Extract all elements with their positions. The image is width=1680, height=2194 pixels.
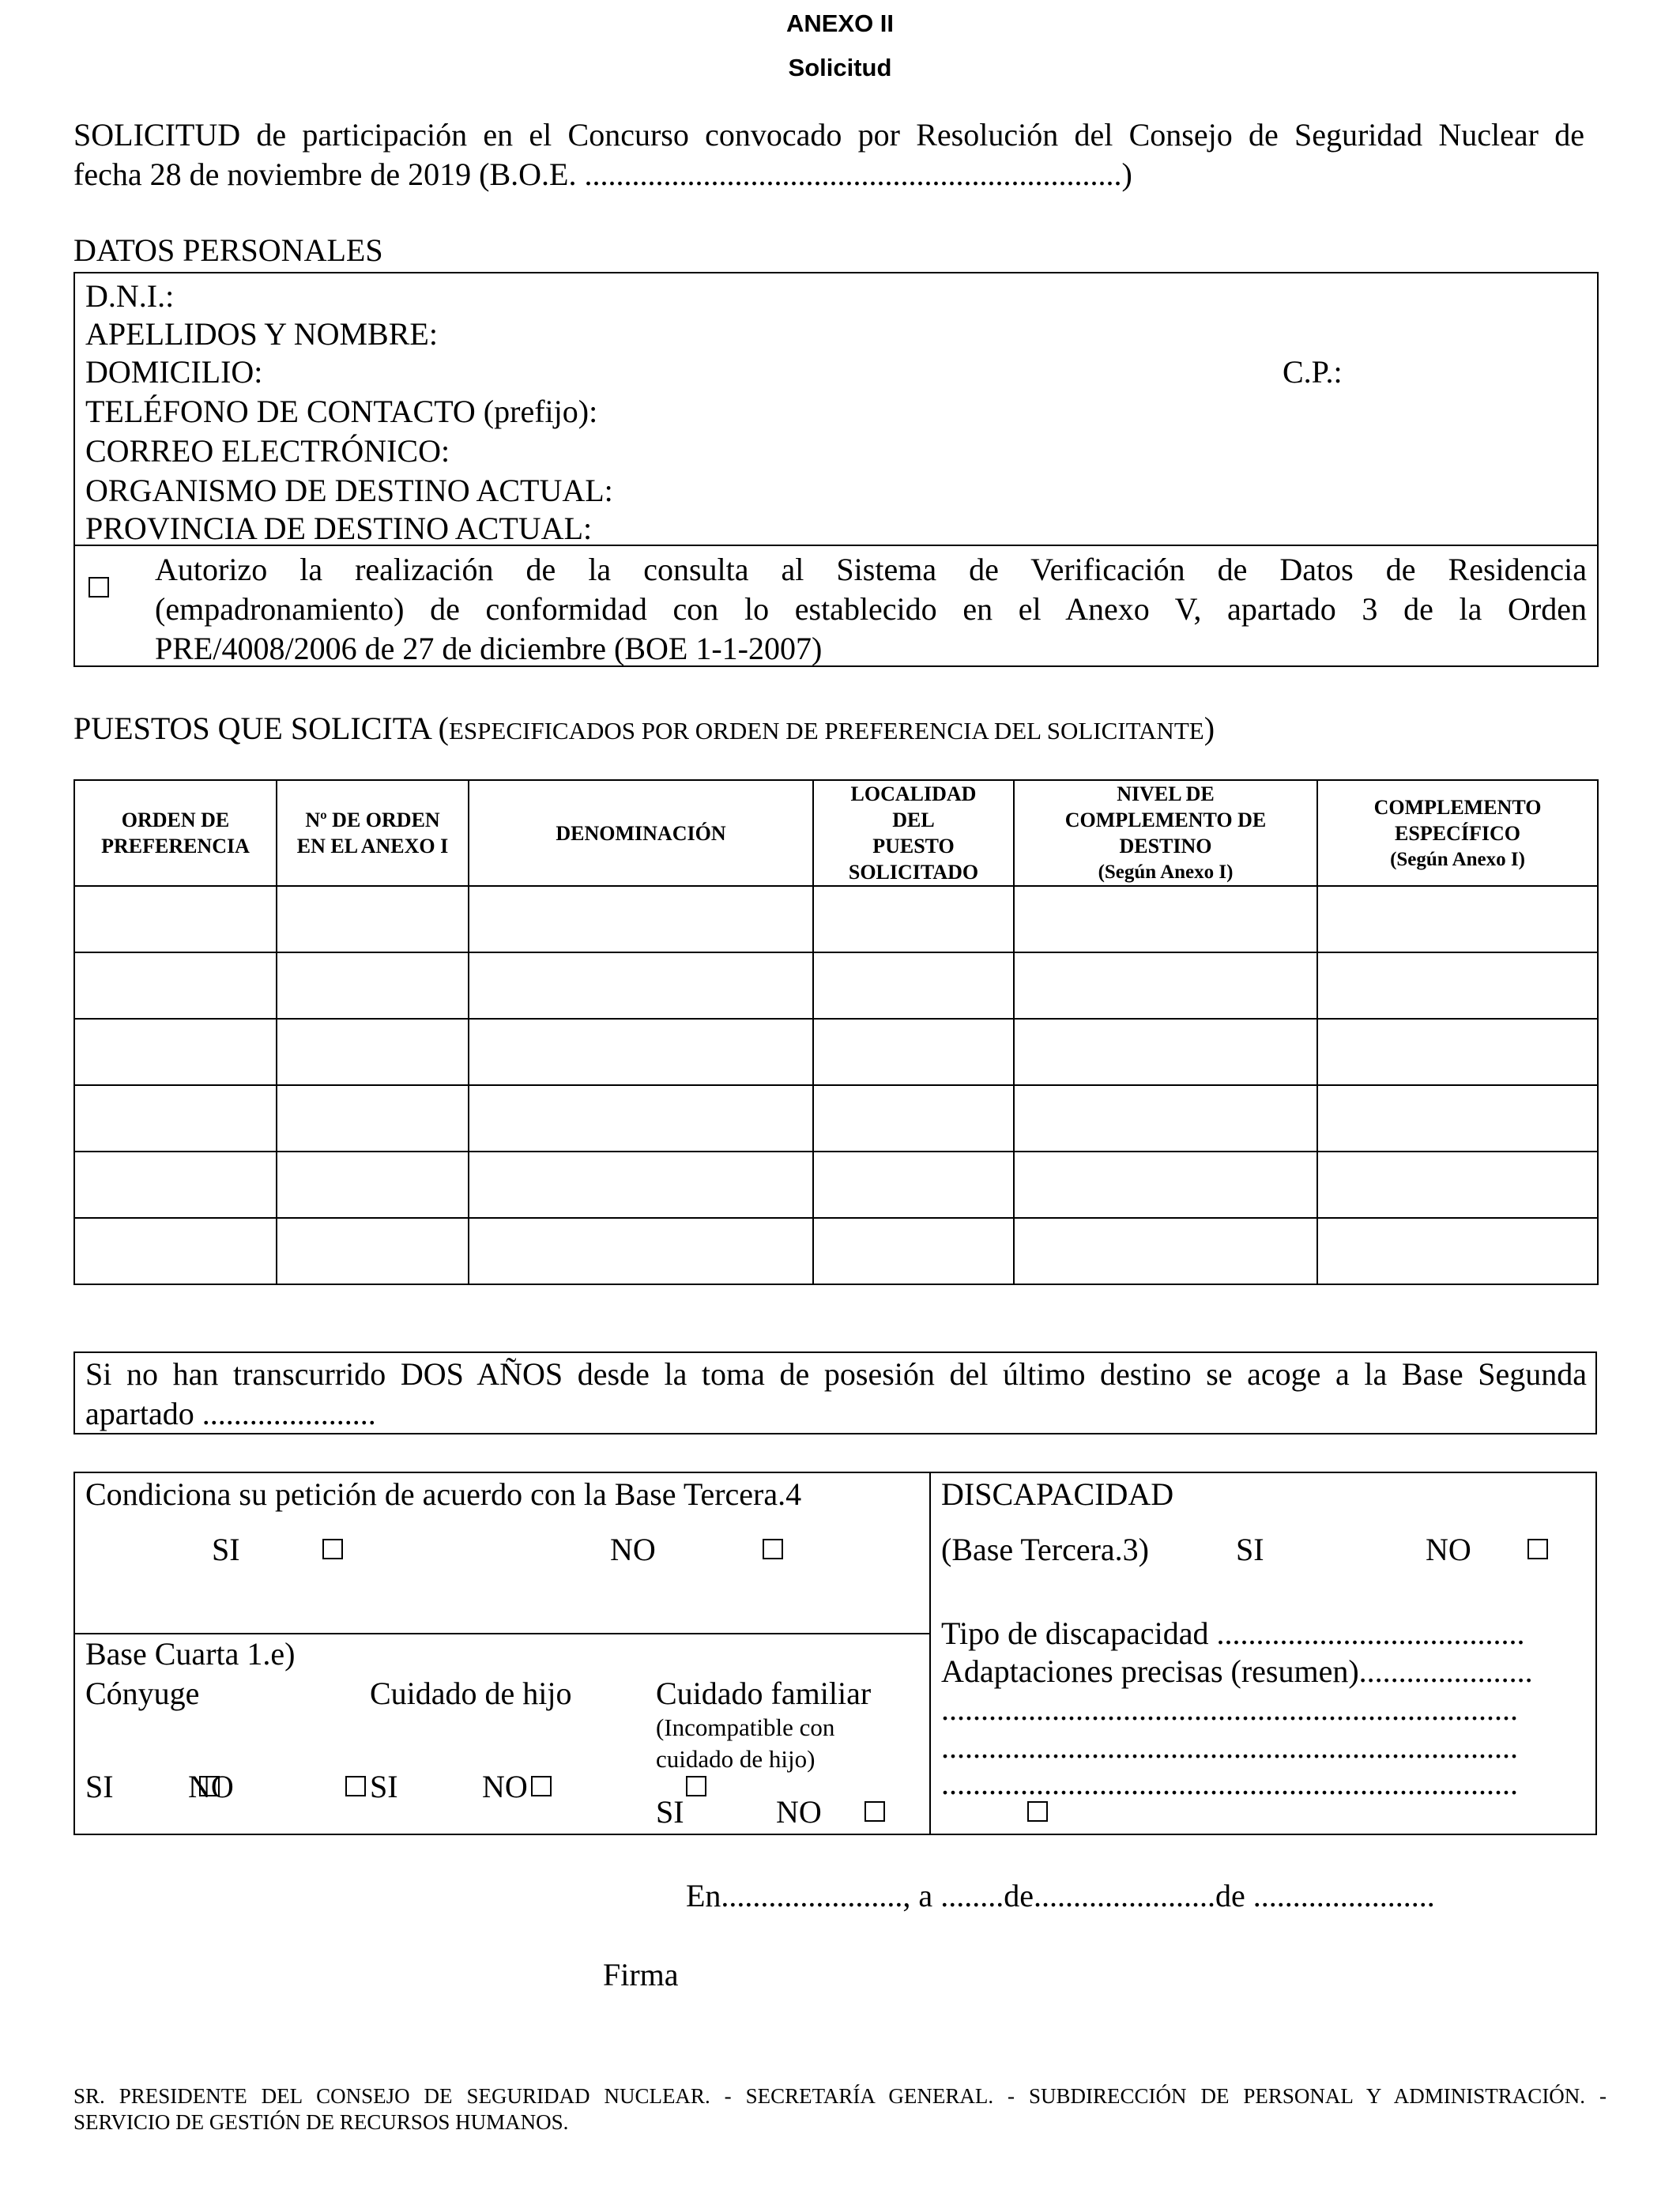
posts-column-header-line: DEL xyxy=(892,809,935,831)
conyuge-label: Cónyuge xyxy=(85,1676,200,1711)
table-cell[interactable] xyxy=(813,1019,1014,1085)
table-cell[interactable] xyxy=(1317,1019,1598,1085)
posts-column-header-line: PUESTO xyxy=(872,835,955,858)
posts-column-header xyxy=(1014,780,1317,886)
table-cell[interactable] xyxy=(469,1085,813,1152)
cuidado-familiar-si-checkbox[interactable] xyxy=(864,1801,885,1822)
condition-no-checkbox[interactable] xyxy=(763,1539,783,1559)
cuidado-familiar-si-label: SI xyxy=(656,1794,684,1830)
posts-column-header xyxy=(74,780,277,886)
posts-column-header-line: ESPECÍFICO xyxy=(1395,821,1520,845)
table-cell[interactable] xyxy=(469,1019,813,1085)
signature-label: Firma xyxy=(603,1957,679,1992)
cuidado-familiar-label: Cuidado familiar xyxy=(656,1676,872,1711)
authorization-line-2: (empadronamiento) de conformidad con lo establecido en el Anexo V, apartado 3 de la Orden xyxy=(155,591,1587,627)
table-cell[interactable] xyxy=(277,1085,469,1152)
table-cell[interactable] xyxy=(813,886,1014,952)
posts-column-header-line: LOCALIDAD xyxy=(850,782,977,805)
table-cell[interactable] xyxy=(1317,1085,1598,1152)
email-field[interactable]: CORREO ELECTRÓNICO: xyxy=(85,433,450,469)
incompatible-note-line-2: cuidado de hijo) xyxy=(656,1745,816,1773)
adaptations-dots-3[interactable]: ......................................................................... xyxy=(941,1766,1518,1801)
cuidado-hijo-label: Cuidado de hijo xyxy=(370,1676,572,1711)
posts-column-header-line: EN EL ANEXO I xyxy=(296,835,449,858)
table-cell[interactable] xyxy=(469,1152,813,1218)
posts-column-header-line: ORDEN DE xyxy=(121,809,230,831)
posts-column-header-line: Nº DE ORDEN xyxy=(305,809,440,831)
table-cell[interactable] xyxy=(1014,952,1317,1019)
table-row xyxy=(74,952,1598,1019)
table-cell[interactable] xyxy=(1317,1218,1598,1284)
table-cell[interactable] xyxy=(1317,886,1598,952)
place-date-line[interactable]: En......................., a ........de.......................de ....................... xyxy=(686,1878,1435,1913)
disability-si-checkbox[interactable] xyxy=(1527,1539,1548,1559)
posts-heading: PUESTOS QUE SOLICITA (ESPECIFICADOS POR ORDEN DE PREFERENCIA DEL SOLICITANTE) xyxy=(73,711,1215,746)
disability-si-label: SI xyxy=(1236,1532,1264,1567)
cuidado-familiar-no-checkbox[interactable] xyxy=(1027,1801,1048,1822)
posts-column-header-line: (Según Anexo I) xyxy=(1390,848,1525,870)
table-cell[interactable] xyxy=(813,1085,1014,1152)
table-cell[interactable] xyxy=(1014,886,1317,952)
name-field[interactable]: APELLIDOS Y NOMBRE: xyxy=(85,316,438,352)
posts-column-header-line: DENOMINACIÓN xyxy=(556,821,726,845)
table-cell[interactable] xyxy=(1014,1152,1317,1218)
posts-column-header-line: PREFERENCIA xyxy=(101,835,250,858)
disability-type-field[interactable]: Tipo de discapacidad ....................................... xyxy=(941,1615,1525,1651)
table-cell[interactable] xyxy=(1014,1218,1317,1284)
adaptations-dots-2[interactable]: ......................................................................... xyxy=(941,1729,1518,1765)
table-cell[interactable] xyxy=(469,886,813,952)
table-row xyxy=(74,1019,1598,1085)
cuidado-hijo-si-checkbox[interactable] xyxy=(531,1776,552,1796)
posts-table xyxy=(73,779,1599,1285)
base-cuarta-label: Base Cuarta 1.e) xyxy=(85,1636,296,1672)
conyuge-si-label: SI xyxy=(85,1769,114,1804)
posts-column-header-line: NIVEL DE xyxy=(1117,782,1215,805)
table-row xyxy=(74,1152,1598,1218)
phone-field[interactable]: TELÉFONO DE CONTACTO (prefijo): xyxy=(85,394,598,429)
authorization-checkbox[interactable] xyxy=(89,577,109,598)
cuidado-hijo-si-label: SI xyxy=(370,1769,398,1804)
footer-line-1: SR. PRESIDENTE DEL CONSEJO DE SEGURIDAD NUCLEAR. - SECRETARÍA GENERAL. - SUBDIRECCIÓN DE PERSONAL Y ADMINISTRACIÓN. - xyxy=(73,2084,1607,2108)
annex-title: ANEXO II xyxy=(785,9,895,37)
disability-no-label: NO xyxy=(1426,1532,1471,1567)
address-field[interactable]: DOMICILIO: xyxy=(85,354,263,390)
table-cell[interactable] xyxy=(74,886,277,952)
posts-column-header xyxy=(469,780,813,886)
table-row xyxy=(74,886,1598,952)
table-cell[interactable] xyxy=(74,952,277,1019)
table-cell[interactable] xyxy=(469,1218,813,1284)
annex-subtitle: Solicitud xyxy=(788,54,892,81)
table-cell[interactable] xyxy=(469,952,813,1019)
disability-heading: DISCAPACIDAD xyxy=(941,1476,1174,1512)
condition-si-checkbox[interactable] xyxy=(322,1539,343,1559)
two-years-line-1: Si no han transcurrido DOS AÑOS desde la toma de posesión del último destino se acoge a la Base Segunda xyxy=(85,1356,1587,1392)
adaptations-dots-1[interactable]: ......................................................................... xyxy=(941,1691,1518,1727)
table-cell[interactable] xyxy=(813,952,1014,1019)
table-cell[interactable] xyxy=(277,1019,469,1085)
cuidado-hijo-no-checkbox[interactable] xyxy=(686,1776,706,1796)
personal-data-heading: DATOS PERSONALES xyxy=(73,232,383,268)
table-cell[interactable] xyxy=(74,1152,277,1218)
cuidado-familiar-no-label: NO xyxy=(776,1794,822,1830)
posts-column-header xyxy=(813,780,1014,886)
table-row xyxy=(74,1085,1598,1152)
table-cell[interactable] xyxy=(277,886,469,952)
table-cell[interactable] xyxy=(277,952,469,1019)
table-cell[interactable] xyxy=(277,1152,469,1218)
disability-base-label: (Base Tercera.3) xyxy=(941,1532,1149,1567)
table-row xyxy=(74,1218,1598,1284)
condition-si-label: SI xyxy=(212,1532,240,1567)
intro-line-2: fecha 28 de noviembre de 2019 (B.O.E. ....................................................................) xyxy=(73,156,1132,192)
base-tercera-4-label: Condiciona su petición de acuerdo con la Base Tercera.4 xyxy=(85,1476,802,1512)
adaptations-field[interactable]: Adaptaciones precisas (resumen)...................... xyxy=(941,1653,1533,1689)
dni-field[interactable]: D.N.I.: xyxy=(85,278,175,314)
table-cell[interactable] xyxy=(1014,1085,1317,1152)
posts-column-header-line: COMPLEMENTO DE xyxy=(1064,809,1267,831)
table-cell[interactable] xyxy=(813,1218,1014,1284)
table-cell[interactable] xyxy=(277,1218,469,1284)
conyuge-no-label: NO xyxy=(188,1769,234,1804)
incompatible-note-line-1: (Incompatible con xyxy=(656,1713,835,1741)
table-cell[interactable] xyxy=(74,1218,277,1284)
posts-column-header-line: SOLICITADO xyxy=(848,861,979,884)
authorization-line-1: Autorizo la realización de la consulta al Sistema de Verificación de Datos de Residencia xyxy=(155,552,1587,587)
posts-column-header xyxy=(1317,780,1598,886)
posts-column-header xyxy=(277,780,469,886)
table-cell[interactable] xyxy=(74,1085,277,1152)
authorization-line-3: PRE/4008/2006 de 27 de diciembre (BOE 1-1-2007) xyxy=(155,631,823,666)
posts-column-header-line: DESTINO xyxy=(1119,835,1212,858)
posts-column-header-line: COMPLEMENTO xyxy=(1373,795,1542,819)
two-years-line-2[interactable]: apartado ...................... xyxy=(85,1396,376,1431)
organism-field[interactable]: ORGANISMO DE DESTINO ACTUAL: xyxy=(85,473,613,508)
posts-column-header-line: (Según Anexo I) xyxy=(1098,861,1234,883)
cuidado-hijo-no-label: NO xyxy=(482,1769,528,1804)
intro-line-1: SOLICITUD de participación en el Concurso convocado por Resolución del Consejo de Seguridad Nuclear de xyxy=(73,117,1584,153)
table-cell[interactable] xyxy=(1317,1152,1598,1218)
footer-line-2: SERVICIO DE GESTIÓN DE RECURSOS HUMANOS. xyxy=(73,2110,569,2134)
table-cell[interactable] xyxy=(1317,952,1598,1019)
condition-no-label: NO xyxy=(610,1532,656,1567)
province-field[interactable]: PROVINCIA DE DESTINO ACTUAL: xyxy=(85,511,593,546)
table-cell[interactable] xyxy=(1014,1019,1317,1085)
conyuge-no-checkbox[interactable] xyxy=(345,1776,366,1796)
table-cell[interactable] xyxy=(74,1019,277,1085)
conditions-divider-vertical xyxy=(929,1472,931,1835)
postal-code-field[interactable]: C.P.: xyxy=(1283,354,1343,390)
table-cell[interactable] xyxy=(813,1152,1014,1218)
